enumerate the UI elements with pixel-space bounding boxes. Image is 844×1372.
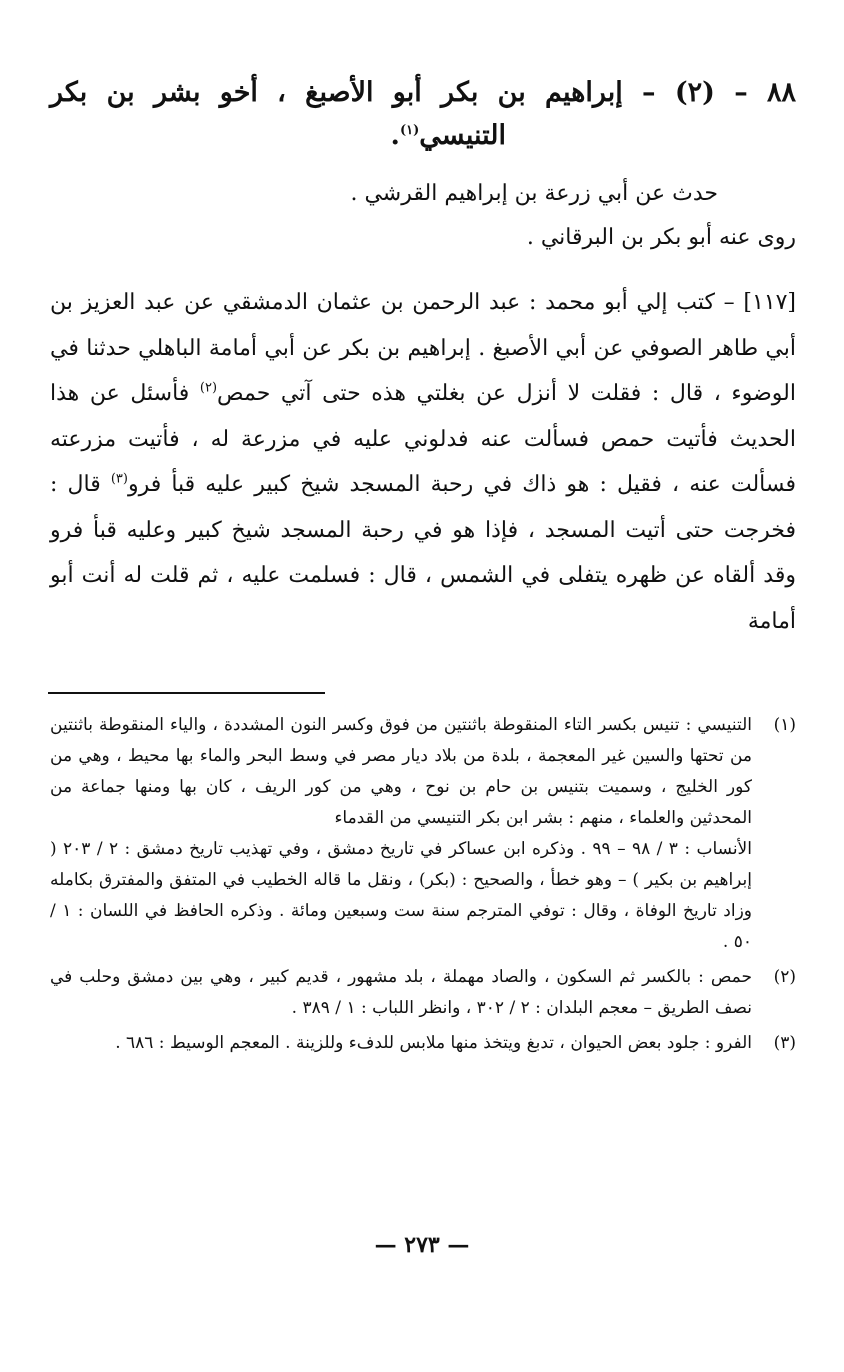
footnote-2 [50, 962, 796, 1024]
entry-heading: ٨٨ – (٢) – إبراهيم بن بكر أبو الأصبغ ، أخو بشر بن بكر [50, 77, 797, 108]
footnote-separator [48, 692, 325, 694]
footnote-3 [50, 1028, 796, 1059]
footnote-number: (١) [773, 715, 796, 735]
hadith-paragraph [50, 280, 796, 644]
footnote-body [50, 1028, 752, 1059]
footnote-body [50, 962, 752, 1024]
nisba-text: التنيسي [419, 120, 506, 151]
footnote-text: التنيسي : تنيس بكسر التاء المنقوطة باثنتين من فوق وكسر النون المشددة ، والياء المنقوطة باثنتين من تحتها والسين غير المعجمة ، بلدة من بلاد ديار مصر في وسط البحر والماء بها محيط ، وهي من كور الخليج ، وسميت بتنيس بن حام بن نوح ، وهي من كور الريف ، كان بها ومنها جماعة من المحدثين والعلماء ، منهم : بشر ابن بكر التنيسي من القدماء [50, 715, 752, 828]
heading-period: . [390, 120, 400, 151]
footnote-mark-1[interactable]: (١) [399, 123, 420, 138]
page-number: — ٢٧٣ — [374, 1232, 470, 1258]
footnote-1 [50, 710, 796, 958]
entry-heading-nisba [50, 116, 796, 156]
footnote-number: (٢) [773, 967, 796, 987]
hadith-text-part3: قال : فخرجت حتى أتيت المسجد ، فإذا هو في رحبة المسجد شيخ كبير وعليه قبأ فرو وقد ألقاه عن ظهره يتفلى في الشمس ، قال : فسلمت عليه ، ثم قلت له أنت أبو أمامة [50, 472, 796, 634]
footnote-body [50, 710, 752, 958]
footnote-text: حمص : بالكسر ثم السكون ، والصاد مهملة ، بلد مشهور ، قديم كبير ، وهي بين دمشق وحلب في نصف الطريق – معجم البلدان : ٢ / ٣٠٢ ، وانظر اللباب : ١ / ٣٨٩ . [50, 967, 752, 1018]
narration-intro [50, 172, 796, 260]
footnote-mark-3[interactable]: (٣) [110, 471, 128, 487]
footnote-text: الفرو : جلود بعض الحيوان ، تدبغ ويتخذ منها ملابس للدفء وللزينة . المعجم الوسيط : ٦٨٦ . [115, 1033, 752, 1053]
narrated-by-line: روى عنه أبو بكر بن البرقاني . [526, 225, 796, 250]
hadith-text-part1: [١١٧] – كتب إلي أبو محمد : عبد الرحمن بن عثمان الدمشقي عن عبد العزيز بن أبي طاهر الصوفي عن أبي الأصبغ . إبراهيم بن بكر عن أبي أمامة الباهلي حدثنا في الوضوء ، قال : فقلت لا أنزل عن بغلتي هذه حتى آتي حمص [50, 290, 796, 406]
hadith-text-part2: فأسئل عن هذا الحديث فأتيت حمص فسألت عنه فدلوني عليه في مزرعة له ، فأتيت مزرعته فسألت عنه ، فقيل : هو ذاك في رحبة المسجد شيخ كبير عليه قبأ فرو [50, 381, 796, 497]
footnote-text: الأنساب : ٣ / ٩٨ – ٩٩ . وذكره ابن عساكر في تاريخ دمشق ، وفي تهذيب تاريخ دمشق : ٢ / ٢٠٣ ( إبراهيم بن بكير ) – وهو خطأ ، والصحيح : (بكر) ، ونقل ما قاله الخطيب في المتفق والمفترق بكامله وزاد تاريخ الوفاة ، وقال : توفي المترجم سنة ست وسبعين ومائة . وذكره الحافظ في اللسان : ١ / ٥٠ . [50, 839, 752, 952]
footnote-number: (٣) [773, 1033, 796, 1053]
footnote-mark-2[interactable]: (٢) [199, 380, 218, 396]
narrated-from-line: حدث عن أبي زرعة بن إبراهيم القرشي . [350, 181, 718, 206]
footnotes [50, 710, 796, 1063]
